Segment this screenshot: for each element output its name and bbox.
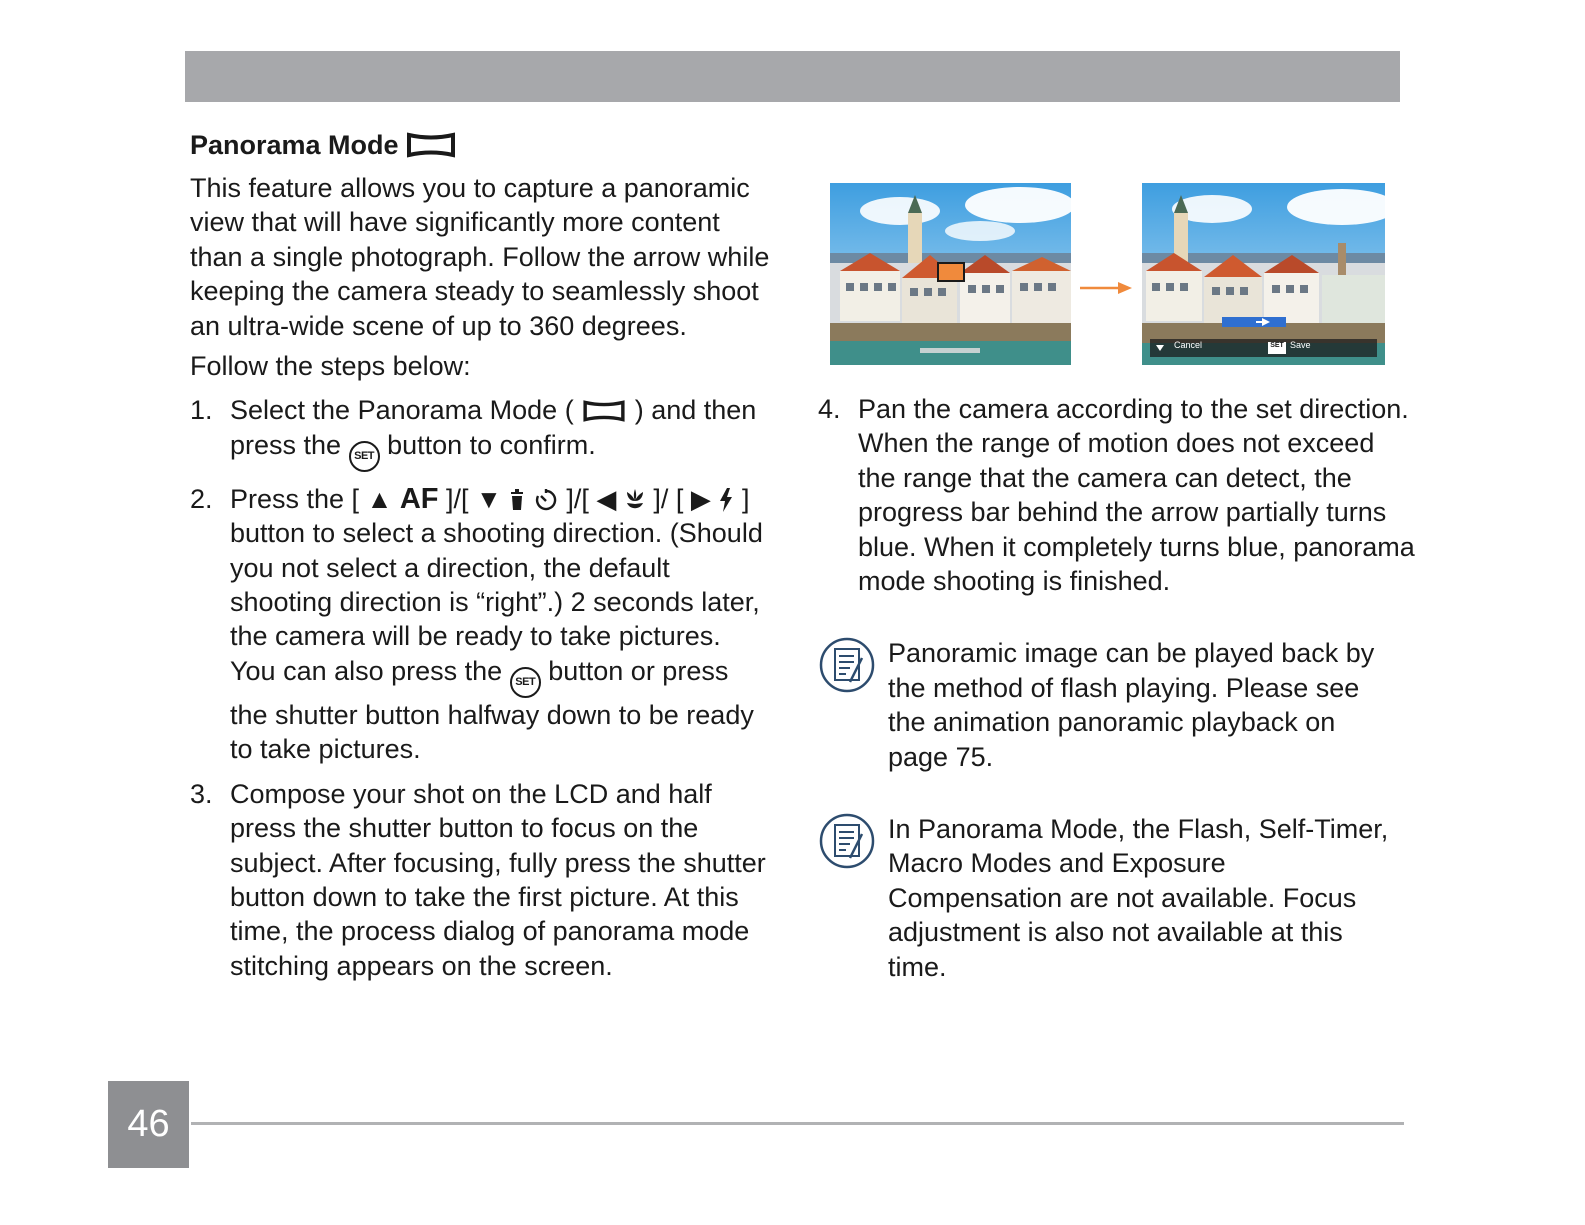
step-number: 2.: [190, 483, 213, 514]
intro-paragraph: This feature allows you to capture a panoramic view that will have significantly more content than a single photograph. Follow the arrow while keeping the camera steady to seamlessly shoot an ultra-wide scene of up to 360 degrees.: [190, 173, 770, 341]
note-text: In Panorama Mode, the Flash, Self-Timer, Macro Modes and Exposure Compensation are not available. Focus adjustment is also not available at this time.: [888, 814, 1389, 982]
note-icon: [818, 636, 876, 694]
self-timer-icon: [533, 488, 559, 512]
down-arrow-icon: ▼: [476, 483, 502, 514]
note-playback: [818, 636, 1418, 774]
step-number: 3.: [190, 778, 213, 809]
panorama-illustration: [818, 180, 1418, 370]
step-text: Compose your shot on the LCD and half press the shutter button to focus on the subject. After focusing, fully press the shutter button down to take the first picture. At this time, the process dialog of panorama mode stitching appears on the screen.: [230, 778, 766, 981]
step-text: button to confirm.: [387, 429, 596, 460]
macro-icon: [624, 488, 646, 512]
step-text: button or press the shutter button halfway down to be ready to take pictures.: [230, 655, 754, 765]
set-label: SET: [1270, 342, 1284, 349]
note-text: Panoramic image can be played back by the method of flash playing. Please see the animation panoramic playback on page 75.: [888, 638, 1375, 772]
step-text: Pan the camera according to the set direction. When the range of motion does not exceed the range that the camera can detect, the progress bar behind the arrow partially turns blue. When it completely turns blue, panorama mode shooting is finished.: [858, 394, 1415, 597]
set-button-icon: SET: [349, 441, 380, 472]
step-text: ) and then press the: [230, 395, 757, 460]
save-label: Save: [1290, 340, 1311, 350]
right-arrow-icon: ▶: [690, 483, 711, 514]
camera-screen-before: [830, 183, 1071, 365]
set-button-icon: SET: [510, 667, 541, 698]
follow-steps-text: Follow the steps below:: [190, 351, 471, 382]
flash-icon: [718, 488, 734, 512]
step-number: 1.: [190, 395, 213, 426]
autofocus-label: AF: [399, 482, 439, 515]
cancel-label: Cancel: [1174, 340, 1203, 350]
step-text: ] button to select a shooting direction. (Should you not select a direction, the default shooting direction is “right”.) 2 seconds later, the camera will be ready to take pictures. You can also press the: [230, 483, 763, 686]
panorama-mode-icon: [406, 131, 456, 159]
note-icon: [818, 812, 876, 870]
section-title: [190, 125, 770, 165]
step-text: Select the Panorama Mode (: [230, 395, 574, 426]
left-arrow-icon: ◀: [596, 483, 617, 514]
step-1: [190, 393, 770, 471]
section-title-text: Panorama Mode: [190, 130, 399, 160]
up-arrow-icon: ▲: [366, 483, 393, 514]
panorama-mode-icon: [581, 399, 627, 423]
delete-icon: [509, 489, 525, 511]
arrow-right-icon: [1080, 280, 1132, 296]
page-number: 46: [108, 1081, 189, 1168]
step-number: 4.: [818, 394, 841, 424]
step-text: ]/ [: [653, 483, 684, 514]
header-bar: [185, 51, 1400, 102]
step-4: [818, 392, 1418, 598]
step-text: ]/[: [446, 483, 469, 514]
left-column: [190, 125, 770, 993]
step-text: Press the [: [230, 483, 360, 514]
camera-screen-after: [1142, 183, 1385, 365]
right-column: [818, 180, 1418, 984]
step-text: ]/[: [566, 483, 589, 514]
step-3: [190, 777, 770, 983]
step-2: [190, 482, 770, 767]
steps-list: [190, 393, 770, 983]
footer-divider: [191, 1122, 1404, 1125]
note-restrictions: [818, 812, 1418, 984]
